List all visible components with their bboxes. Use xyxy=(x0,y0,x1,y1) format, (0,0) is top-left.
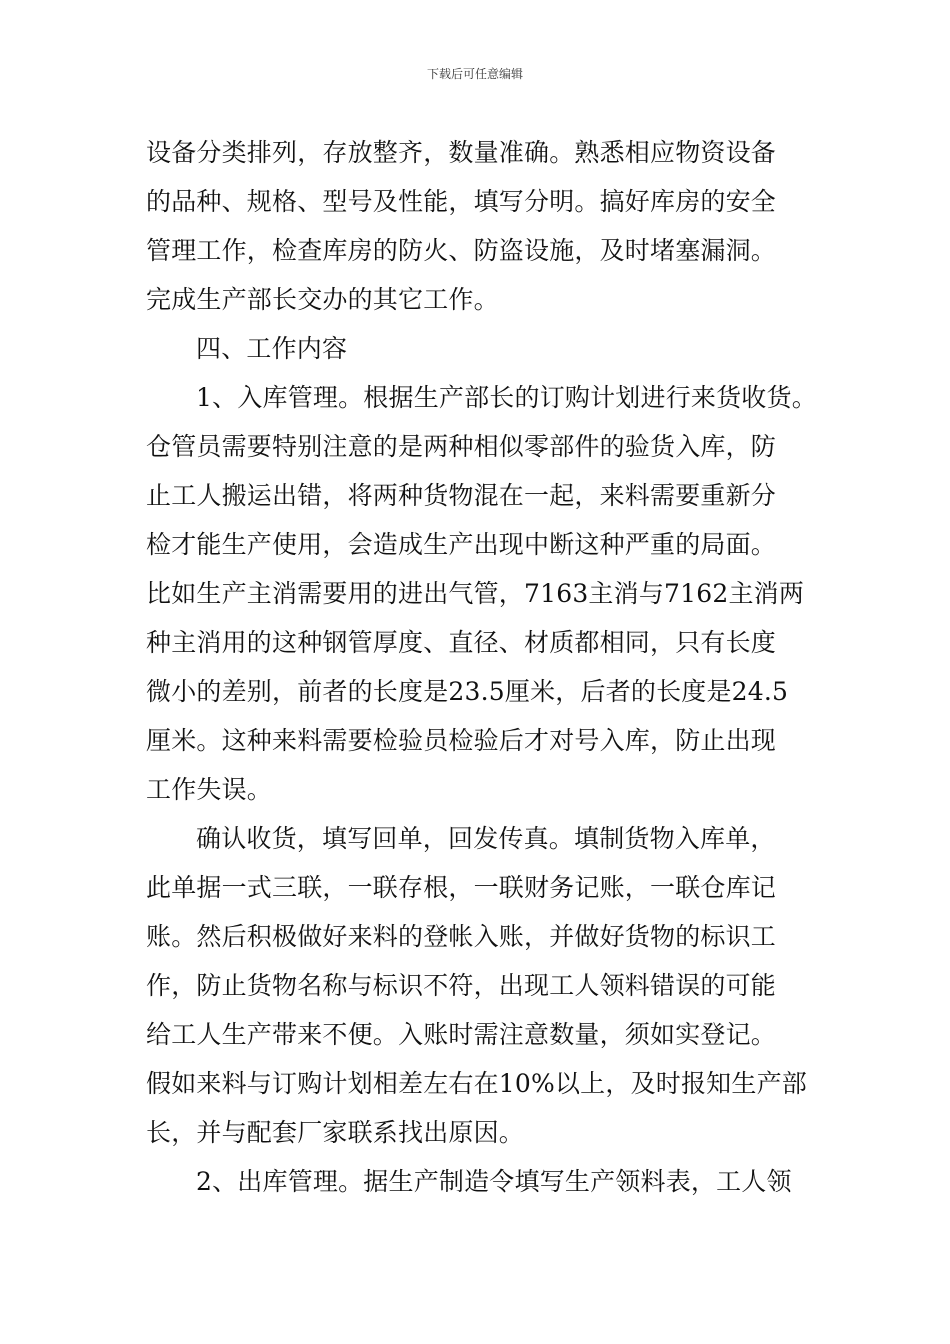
text-line: 微小的差别，前者的长度是23.5厘米，后者的长度是24.5 xyxy=(146,677,789,706)
text-line: 止工人搬运出错，将两种货物混在一起，来料需要重新分 xyxy=(146,481,777,510)
text-line: 确认收货，填写回单，回发传真。填制货物入库单， xyxy=(196,824,776,853)
text-line: 完成生产部长交办的其它工作。 xyxy=(146,285,499,314)
text-line: 的品种、规格、型号及性能，填写分明。搞好库房的安全 xyxy=(146,187,777,216)
text-line: 给工人生产带来不便。入账时需注意数量，须如实登记。 xyxy=(146,1020,777,1049)
section-heading: 四、工作内容 xyxy=(196,334,348,363)
text-line: 长，并与配套厂家联系找出原因。 xyxy=(146,1118,525,1147)
page-header-note: 下载后可任意编辑 xyxy=(426,67,523,81)
text-line: 检才能生产使用，会造成生产出现中断这种严重的局面。 xyxy=(146,530,777,559)
text-line: 2、出库管理。据生产制造令填写生产领料表，工人领 xyxy=(196,1167,792,1196)
text-line: 管理工作，检查库房的防火、防盗设施，及时堵塞漏洞。 xyxy=(146,236,777,265)
text-line: 作，防止货物名称与标识不符，出现工人领料错误的可能 xyxy=(146,971,777,1000)
text-line: 比如生产主消需要用的进出气管，7163主消与7162主消两 xyxy=(146,579,805,608)
text-line: 此单据一式三联，一联存根，一联财务记账，一联仓库记 xyxy=(146,873,777,902)
text-line: 仓管员需要特别注意的是两种相似零部件的验货入库，防 xyxy=(146,432,777,461)
text-line: 种主消用的这种钢管厚度、直径、材质都相同，只有长度 xyxy=(146,628,777,657)
text-line: 厘米。这种来料需要检验员检验后才对号入库，防止出现 xyxy=(146,726,777,755)
text-line: 账。然后积极做好来料的登帐入账，并做好货物的标识工 xyxy=(146,922,777,951)
text-line: 设备分类排列，存放整齐，数量准确。熟悉相应物资设备 xyxy=(146,138,777,167)
text-line: 工作失误。 xyxy=(146,775,273,804)
document-body xyxy=(146,128,816,1206)
text-line: 假如来料与订购计划相差左右在10%以上，及时报知生产部 xyxy=(146,1069,807,1098)
text-line: 1、入库管理。根据生产部长的订购计划进行来货收货。 xyxy=(196,383,817,412)
